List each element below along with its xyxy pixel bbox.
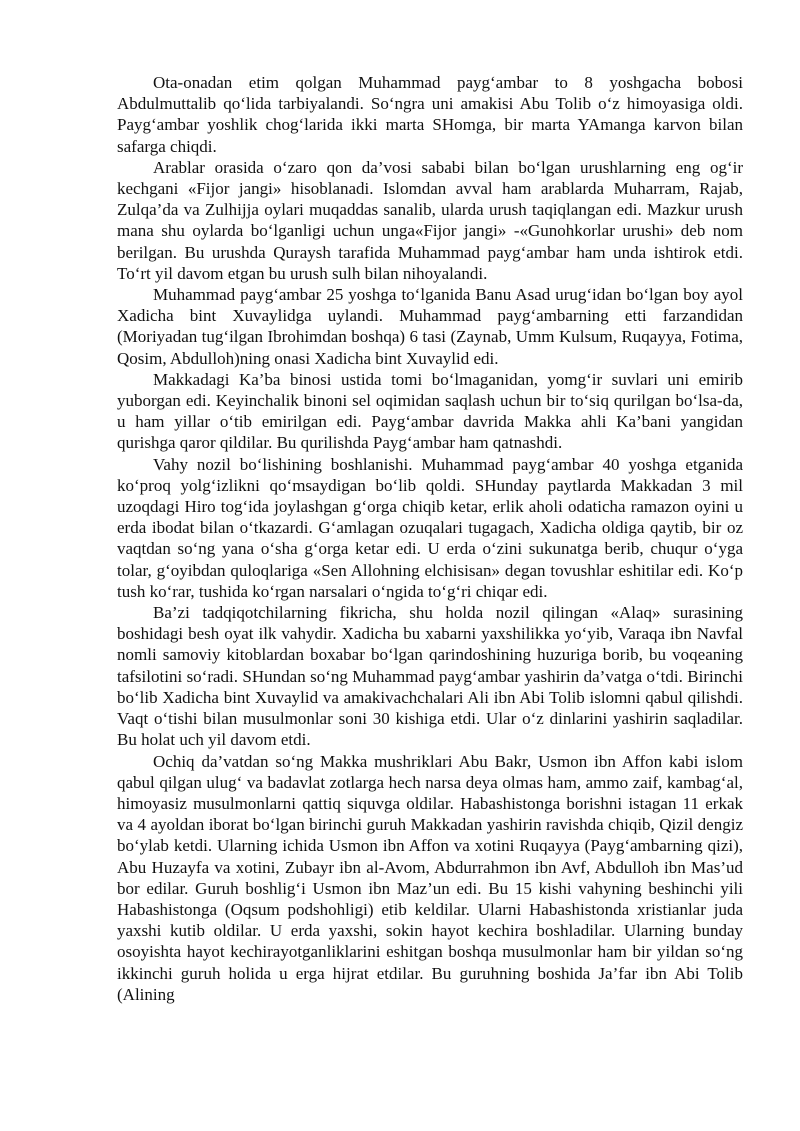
paragraph-4: Makkadagi Ka’ba binosi ustida tomi bo‘lmaganidan, yomg‘ir suvlari uni emirib yuborgan edi. Keyinchalik binoni sel oqimidan saqlash uchun bir to‘siq qurilgan bo‘lsa-da, u ham yillar o‘tib emirilgan edi. Payg‘ambar davrida Makka ahli Ka’bani yangidan qurishga qaror qildilar. Bu qurilishda Payg‘ambar ham qatnashdi. [117,369,743,453]
paragraph-7: Ochiq da’vatdan so‘ng Makka mushriklari Abu Bakr, Usmon ibn Affon kabi islom qabul qilgan ulug‘ va badavlat zotlarga hech narsa deya olmas ham, ammo zaif, kambag‘al, himoyasiz musulmonlarni qattiq siquvga oldilar. Habashistonga borishni istagan 11 erkak va 4 ayoldan iborat bo‘lgan birinchi guruh Makkadan yashirin ravishda chiqib, Qizil dengiz bo‘ylab ketdi. Ularning ichida Usmon ibn Affon va xotini Ruqayya (Payg‘ambarning qizi), Abu Huzayfa va xotini, Zubayr ibn al-Avom, Abdurrahmon ibn Avf, Abdulloh ibn Mas’ud bor edilar. Guruh boshlig‘i Usmon ibn Maz’un edi. Bu 15 kishi vahyning beshinchi yili Habashistonga (Oqsum podshohligi) etib keldilar. Ularni Habashistonda xristianlar juda yaxshi kutib oldilar. U erda yaxshi, sokin hayot kechira boshladilar. Ularning bunday osoyishta hayot kechirayotganliklarini eshitgan boshqa musulmonlar ham bir yildan so‘ng ikkinchi guruh holida u erga hijrat etdilar. Bu guruhning boshida Ja’far ibn Abi Tolib (Alining [117,751,743,1004]
paragraph-2: Arablar orasida o‘zaro qon da’vosi sababi bilan bo‘lgan urushlarning eng og‘ir kechgani «Fijor jangi» hisoblanadi. Islomdan avval ham arablarda Muharram, Rajab, Zulqa’da va Zulhijja oylari muqaddas sanalib, ularda urush taqiqlangan edi. Mazkur urush mana shu oylarda bo‘lganligi uchun unga«Fijor jangi» -«Gunohkorlar urushi» deb nom berilgan. Bu urushda Quraysh tarafida Muhammad payg‘ambar ham unda ishtirok etdi. To‘rt yil davom etgan bu urush sulh bilan nihoyalandi. [117,157,743,283]
paragraph-5: Vahy nozil bo‘lishining boshlanishi. Muhammad payg‘ambar 40 yoshga etganida ko‘proq yolg‘izlikni qo‘msaydigan bo‘lib qoldi. SHunday paytlarda Makkadan 3 mil uzoqdagi Hiro tog‘ida joylashgan g‘orga chiqib ketar, erlik aholi odaticha ramazon oyini u erda ibodat bilan o‘tkazardi. G‘amlagan ozuqalari tugagach, Xadicha oldiga qaytib, bir oz vaqtdan so‘ng yana o‘sha g‘orga ketar edi. U erda o‘zini sukunatga berib, chuqur o‘yga tolar, g‘oyibdan quloqlariga «Sen Allohning elchisisan» degan tovushlar eshitilar edi. Ko‘p tush ko‘rar, tushida ko‘rgan narsalari o‘ngida to‘g‘ri chiqar edi. [117,454,743,601]
document-page [117,72,743,1005]
paragraph-1: Ota-onadan etim qolgan Muhammad payg‘ambar to 8 yoshgacha bobosi Abdulmuttalib qo‘lida tarbiyalandi. So‘ngra uni amakisi Abu Tolib o‘z himoyasiga oldi. Payg‘ambar yoshlik chog‘larida ikki marta SHomga, bir marta YAmanga karvon bilan safarga chiqdi. [117,73,743,156]
paragraph-6: Ba’zi tadqiqotchilarning fikricha, shu holda nozil qilingan «Alaq» surasining boshidagi besh oyat ilk vahydir. Xadicha bu xabarni yaxshilikka yo‘yib, Varaqa ibn Navfal nomli samoviy kitoblardan boxabar bo‘lgan qarindoshining huzuriga borib, bu voqeaning tafsilotini so‘radi. SHundan so‘ng Muhammad payg‘ambar yashirin da’vatga o‘tdi. Birinchi bo‘lib Xadicha bint Xuvaylid va amakivachchalari Ali ibn Abi Tolib islomni qabul qilishdi. Vaqt o‘tishi bilan musulmonlar soni 30 kishiga etdi. Ular o‘z dinlarini yashirin saqladilar. Bu holat uch yil davom etdi. [117,603,743,750]
paragraph-3: Muhammad payg‘ambar 25 yoshga to‘lganida Banu Asad urug‘idan bo‘lgan boy ayol Xadicha bint Xuvaylidga uylandi. Muhammad payg‘ambarning etti farzandidan (Moriyadan tug‘ilgan Ibrohimdan boshqa) 6 tasi (Zaynab, Umm Kulsum, Ruqayya, Fotima, Qosim, Abdulloh)ning onasi Xadicha bint Xuvaylid edi. [117,285,743,368]
